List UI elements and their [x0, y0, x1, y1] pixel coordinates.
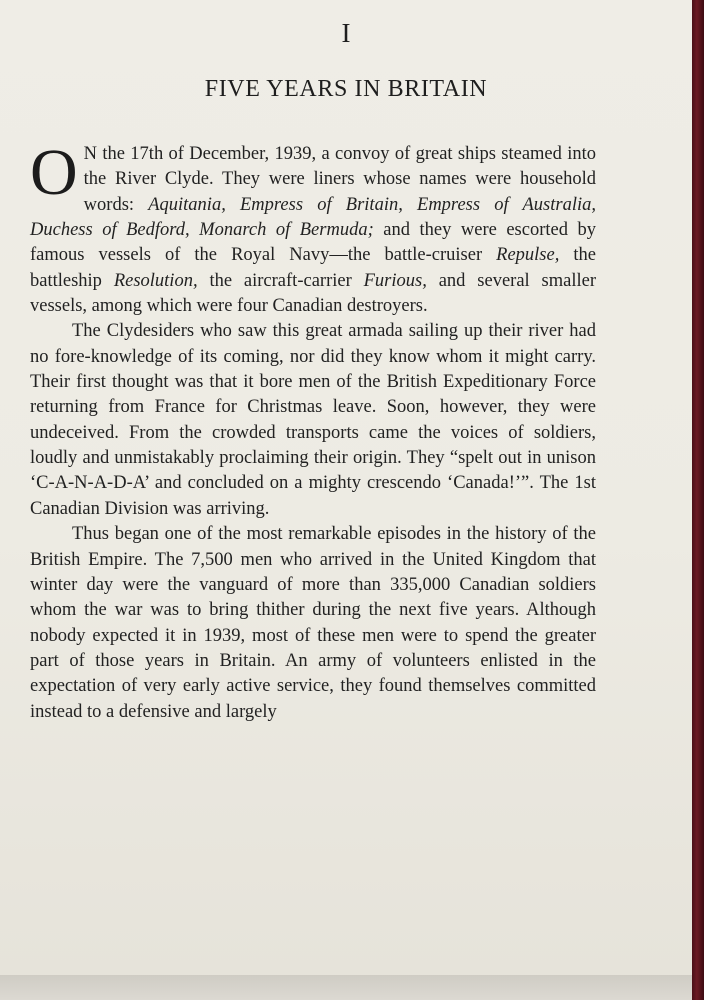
drop-cap: O	[30, 136, 78, 209]
text-segment: and they were escorted by famous vessels of the Royal Navy—the battle-cruiser	[30, 220, 597, 266]
book-binding-edge	[692, 0, 704, 1000]
ship-name-italic: Resolution,	[113, 270, 198, 291]
text-segment: Thus began one of the most remarkable episodes in the history of the British Empire. The 7,500 men who arrived in the United Kingdom that winter day were the vanguard of more than 335,000 Canadian soldiers whom the war was to bring thither during the next five years. Although nobody expected it in 1939, most of these men were to spend the greater part of those years in Britain. An army of volunteers enlisted in the expectation of very early active service, they found themselves committed instead to a defensive and largely	[30, 524, 596, 722]
ship-names-italic: Aquitania, Empress of Britain, Empress of Australia, Duchess of Bedford, Monarch of Bermuda;	[30, 194, 596, 241]
text-segment: the aircraft-carrier	[197, 270, 364, 291]
paragraph-2	[30, 319, 596, 522]
text-segment: the battleship	[30, 245, 596, 291]
ship-name-italic: Repulse,	[496, 245, 560, 266]
chapter-number: I	[341, 18, 351, 48]
paragraph-1	[30, 136, 597, 319]
text-segment: The Clydesiders who saw this great armada sailing up their river had no fore-knowledge of its coming, nor did they know whom it might carry. Their first thought was that it bore men of the British Expeditionary Force returning from France for Christmas leave. Soon, however, they were undeceived. From the crowded transports came the voices of soldiers, loudly and unmistakably proclaiming their origin. They “spelt out in unison ‘C-A-N-A-D-A’ and concluded on a mighty crescendo ‘Canada!’”. The 1st Canadian Division was arriving.	[30, 321, 596, 519]
text-segment: N the 17th of December, 1939, a convoy of great ships steamed into the River Clyde. They were liners whose names were household words:	[83, 144, 596, 215]
ship-name-italic: Furious,	[363, 270, 427, 291]
paragraph-3	[30, 522, 596, 725]
text-segment: and several smaller vessels, among which were four Canadian destroyers.	[30, 270, 596, 317]
page-bottom-shadow	[0, 975, 692, 1000]
body-text	[30, 136, 597, 725]
chapter-title: FIVE YEARS IN BRITAIN	[204, 76, 488, 102]
